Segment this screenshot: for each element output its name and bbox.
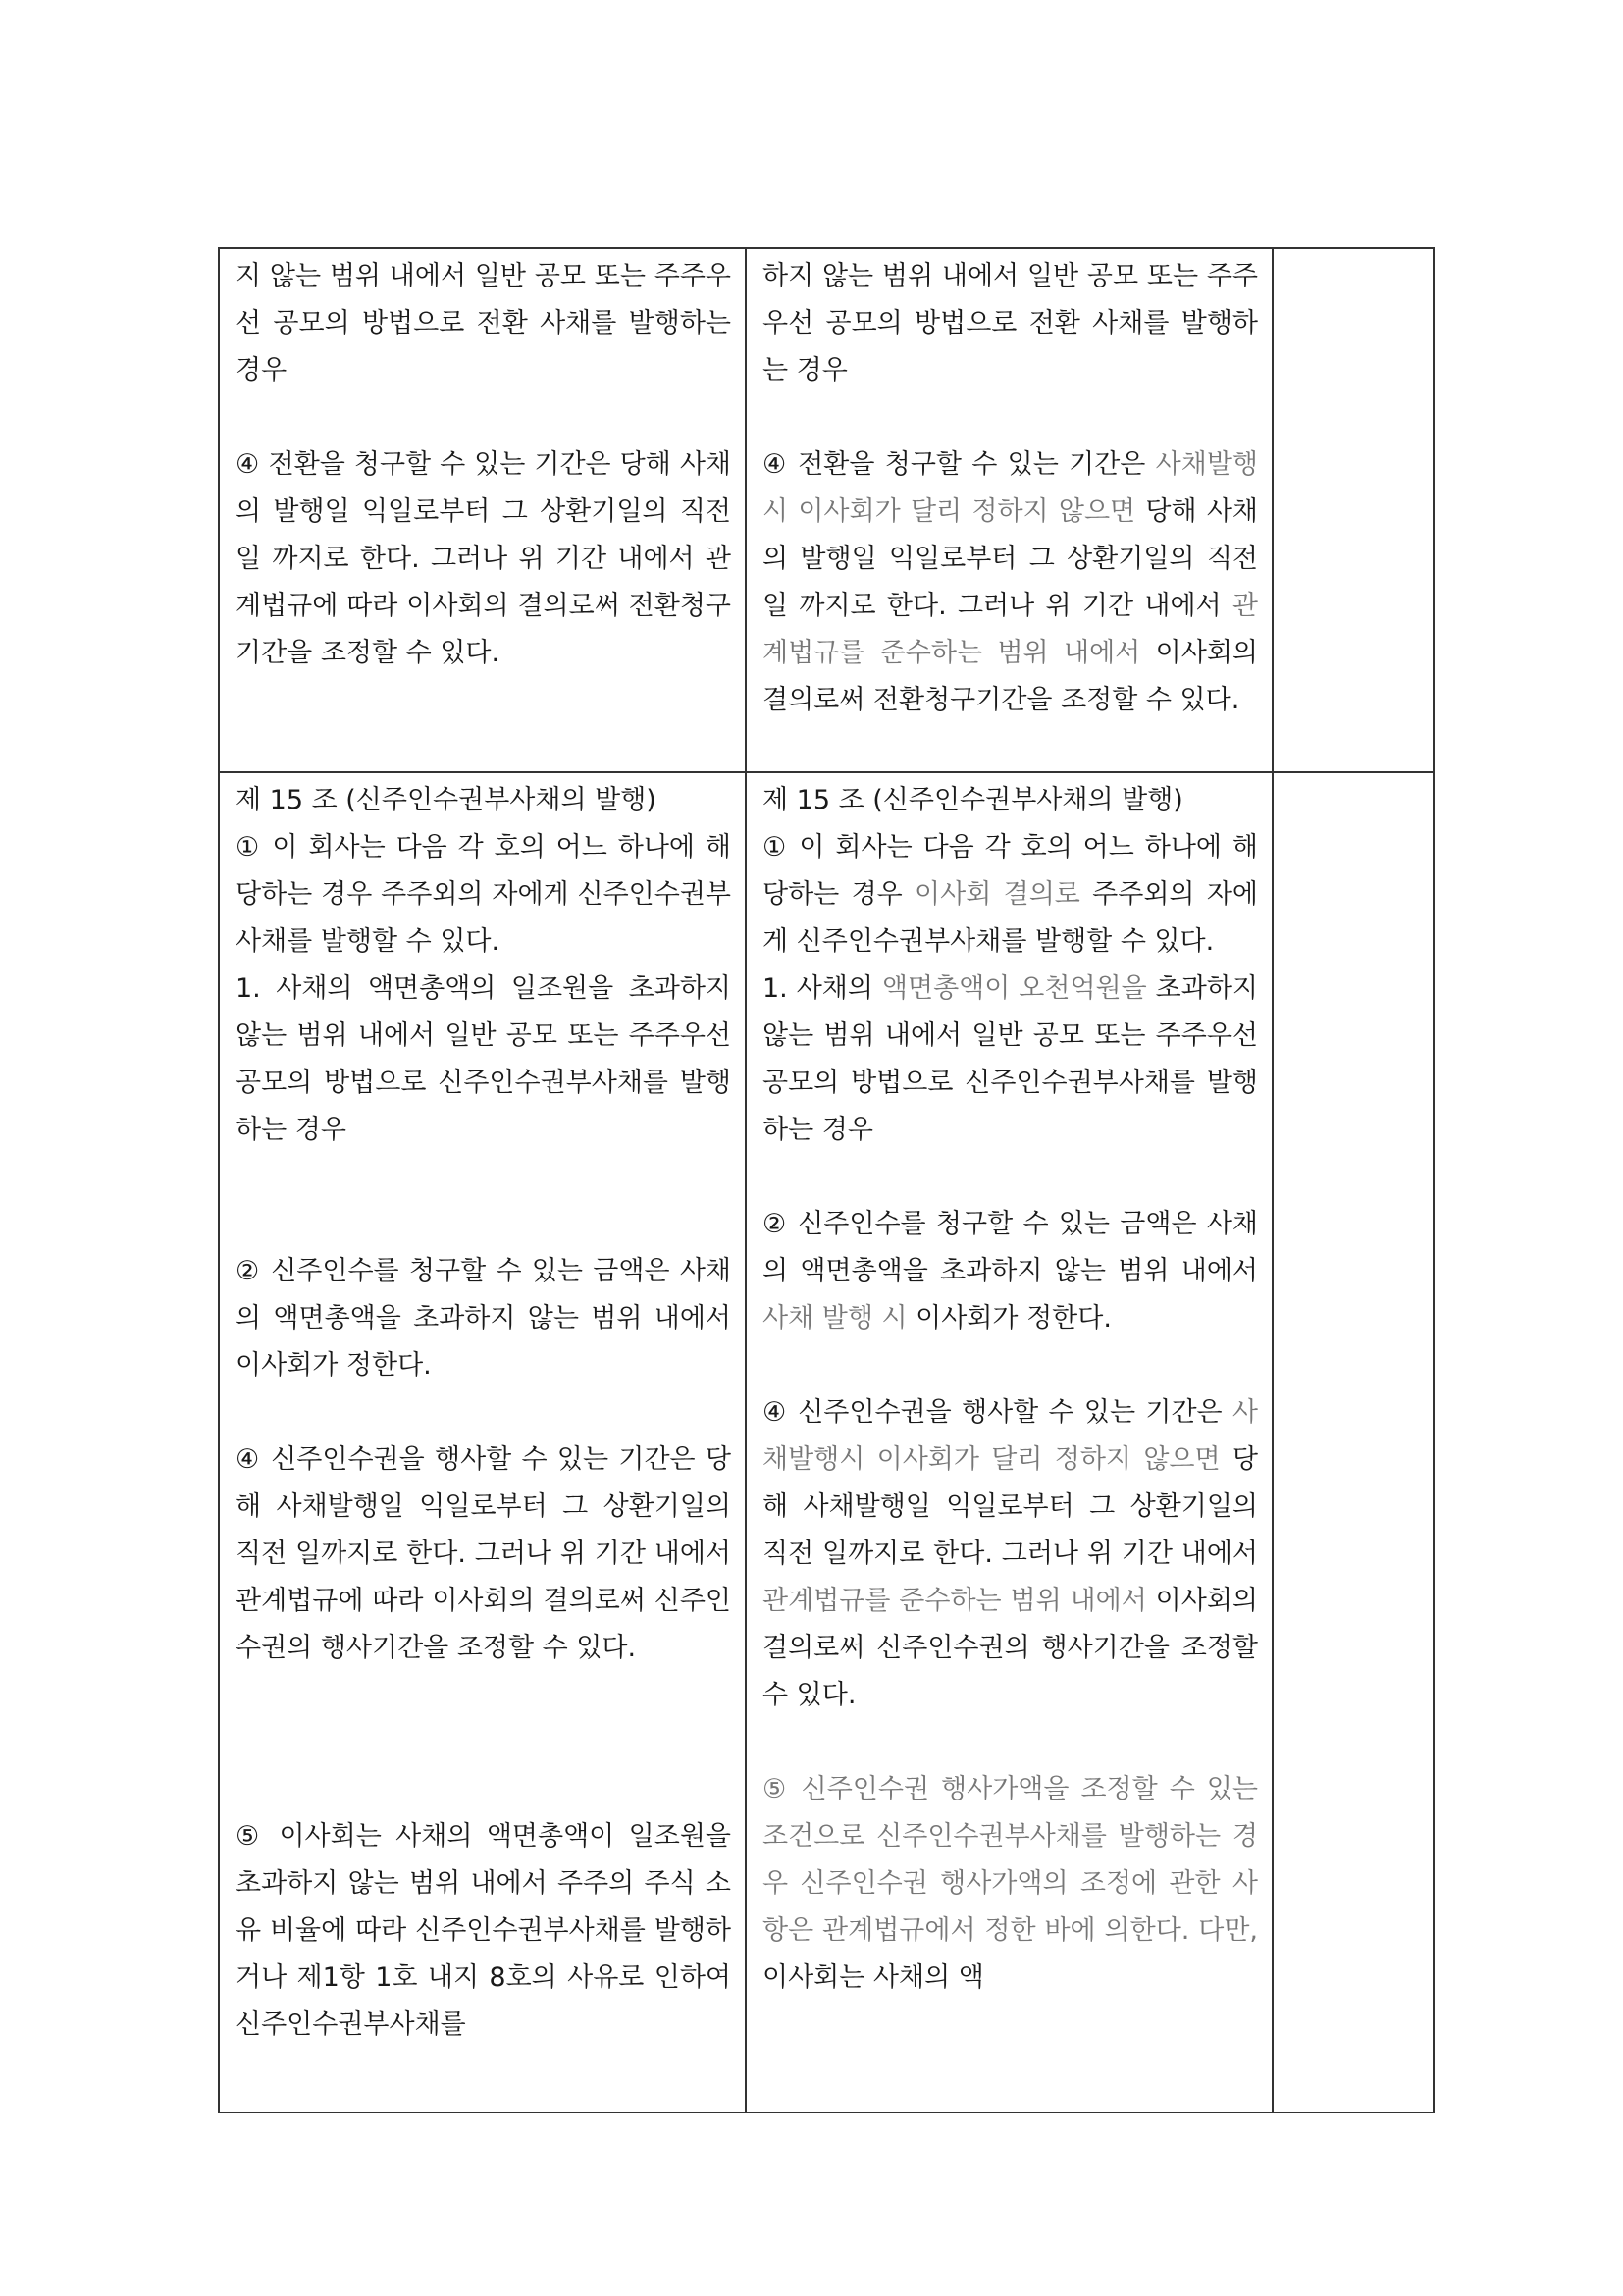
amended-text: 사채발행시 이사회가 달리 정하지 않으면 [762, 449, 1258, 527]
article-14-paragraph-4: ④ 전환을 청구할 수 있는 기간은 당해 사채의 발행일 익일로부터 그 상환기일의 직전일 까지로 한다. 그러나 위 기간 내에서 관계법규에 따라 이사회의 결의로써 전환청구기간을 조정할 수 있다. [236, 449, 731, 668]
article-15-paragraph-1: ① 이 회사는 다음 각 호의 어느 하나에 해당하는 경우 주주외의 자에게 신주인수권부사채를 발행할 수 있다. [236, 832, 731, 957]
table-row [219, 248, 1434, 772]
remarks-cell [1273, 248, 1434, 772]
article-14-item-1-continuation: 지 않는 범위 내에서 일반 공모 또는 주주우선 공모의 방법으로 전환 사채를 발행하는 경우 [236, 261, 731, 386]
remarks-cell [1273, 772, 1434, 2113]
article-15-title: 제 15 조 (신주인수권부사채의 발행) [762, 785, 1183, 815]
article-15-paragraph-4: ④ 신주인수권을 행사할 수 있는 기간은 당해 사채발행일 익일로부터 그 상환기일의 직전 일까지로 한다. 그러나 위 기간 내에서 관계법규에 따라 이사회의 결의로써 신주인수권의 행사기간을 조정할 수 있다. [236, 1444, 731, 1663]
article-15-paragraph-1-item-1: 1. 사채의 액면총액의 일조원을 초과하지 않는 범위 내에서 일반 공모 또는 주주우선 공모의 방법으로 신주인수권부사채를 발행하는 경우 [236, 973, 731, 1145]
current-article-cell [219, 772, 746, 2113]
amended-text: ⑤ 신주인수권 행사가액을 조정할 수 있는 조건으로 신주인수권부사채를 발행하는 경우 신주인수권 행사가액의 조정에 관한 사항은 관계법규에서 정한 바에 의한다. 다만, [762, 1774, 1258, 1946]
amended-text: 사채발행시 이사회가 달리 정하지 않으면 [762, 1397, 1258, 1475]
amended-text: 관계법규를 준수하는 범위 내에서 [762, 1586, 1147, 1616]
table-row [219, 772, 1434, 2113]
article-15-paragraph-1-item-1: 1. 사채의 액면총액이 오천억원을 초과하지 않는 범위 내에서 일반 공모 또는 주주우선 공모의 방법으로 신주인수권부사채를 발행하는 경우 [762, 973, 1258, 1145]
article-14-paragraph-4: ④ 전환을 청구할 수 있는 기간은 사채발행시 이사회가 달리 정하지 않으면 당해 사채의 발행일 익일로부터 그 상환기일의 직전일 까지로 한다. 그러나 위 기간 내에서 관계법규를 준수하는 범위 내에서 이사회의 결의로써 전환청구기간을 조정할 수 있다. [762, 449, 1258, 715]
article-15-paragraph-1: ① 이 회사는 다음 각 호의 어느 하나에 해당하는 경우 이사회 결의로 주주외의 자에게 신주인수권부사채를 발행할 수 있다. [762, 832, 1258, 957]
amended-article-cell [746, 248, 1273, 772]
amendment-comparison-table [218, 247, 1435, 2113]
amended-text: 관계법규를 준수하는 범위 내에서 [762, 591, 1258, 668]
article-15-paragraph-2: ② 신주인수를 청구할 수 있는 금액은 사채의 액면총액을 초과하지 않는 범위 내에서 사채 발행 시 이사회가 정한다. [762, 1209, 1258, 1333]
current-article-cell [219, 248, 746, 772]
article-15-paragraph-4: ④ 신주인수권을 행사할 수 있는 기간은 사채발행시 이사회가 달리 정하지 않으면 당해 사채발행일 익일로부터 그 상환기일의 직전 일까지로 한다. 그러나 위 기간 내에서 관계법규를 준수하는 범위 내에서 이사회의 결의로써 신주인수권의 행사기간을 조정할 수 있다. [762, 1397, 1258, 1710]
amended-text: 액면총액이 오천억원을 [881, 973, 1147, 1004]
amended-article-cell [746, 772, 1273, 2113]
article-15-title: 제 15 조 (신주인수권부사채의 발행) [236, 785, 656, 815]
article-15-paragraph-2: ② 신주인수를 청구할 수 있는 금액은 사채의 액면총액을 초과하지 않는 범위 내에서 이사회가 정한다. [236, 1256, 731, 1381]
article-14-item-1-continuation: 하지 않는 범위 내에서 일반 공모 또는 주주우선 공모의 방법으로 전환 사채를 발행하는 경우 [762, 261, 1258, 386]
amended-text: 이사회 결의로 [915, 879, 1080, 910]
article-15-paragraph-5: ⑤ 이사회는 사채의 액면총액이 일조원을 초과하지 않는 범위 내에서 주주의 주식 소유 비율에 따라 신주인수권부사채를 발행하거나 제1항 1호 내지 8호의 사유로 인하여 신주인수권부사채를 [236, 1821, 731, 2040]
amended-text: 사채 발행 시 [762, 1303, 908, 1333]
article-15-paragraph-5: ⑤ 신주인수권 행사가액을 조정할 수 있는 조건으로 신주인수권부사채를 발행하는 경우 신주인수권 행사가액의 조정에 관한 사항은 관계법규에서 정한 바에 의한다. 다만, 이사회는 사채의 액 [762, 1774, 1258, 1993]
